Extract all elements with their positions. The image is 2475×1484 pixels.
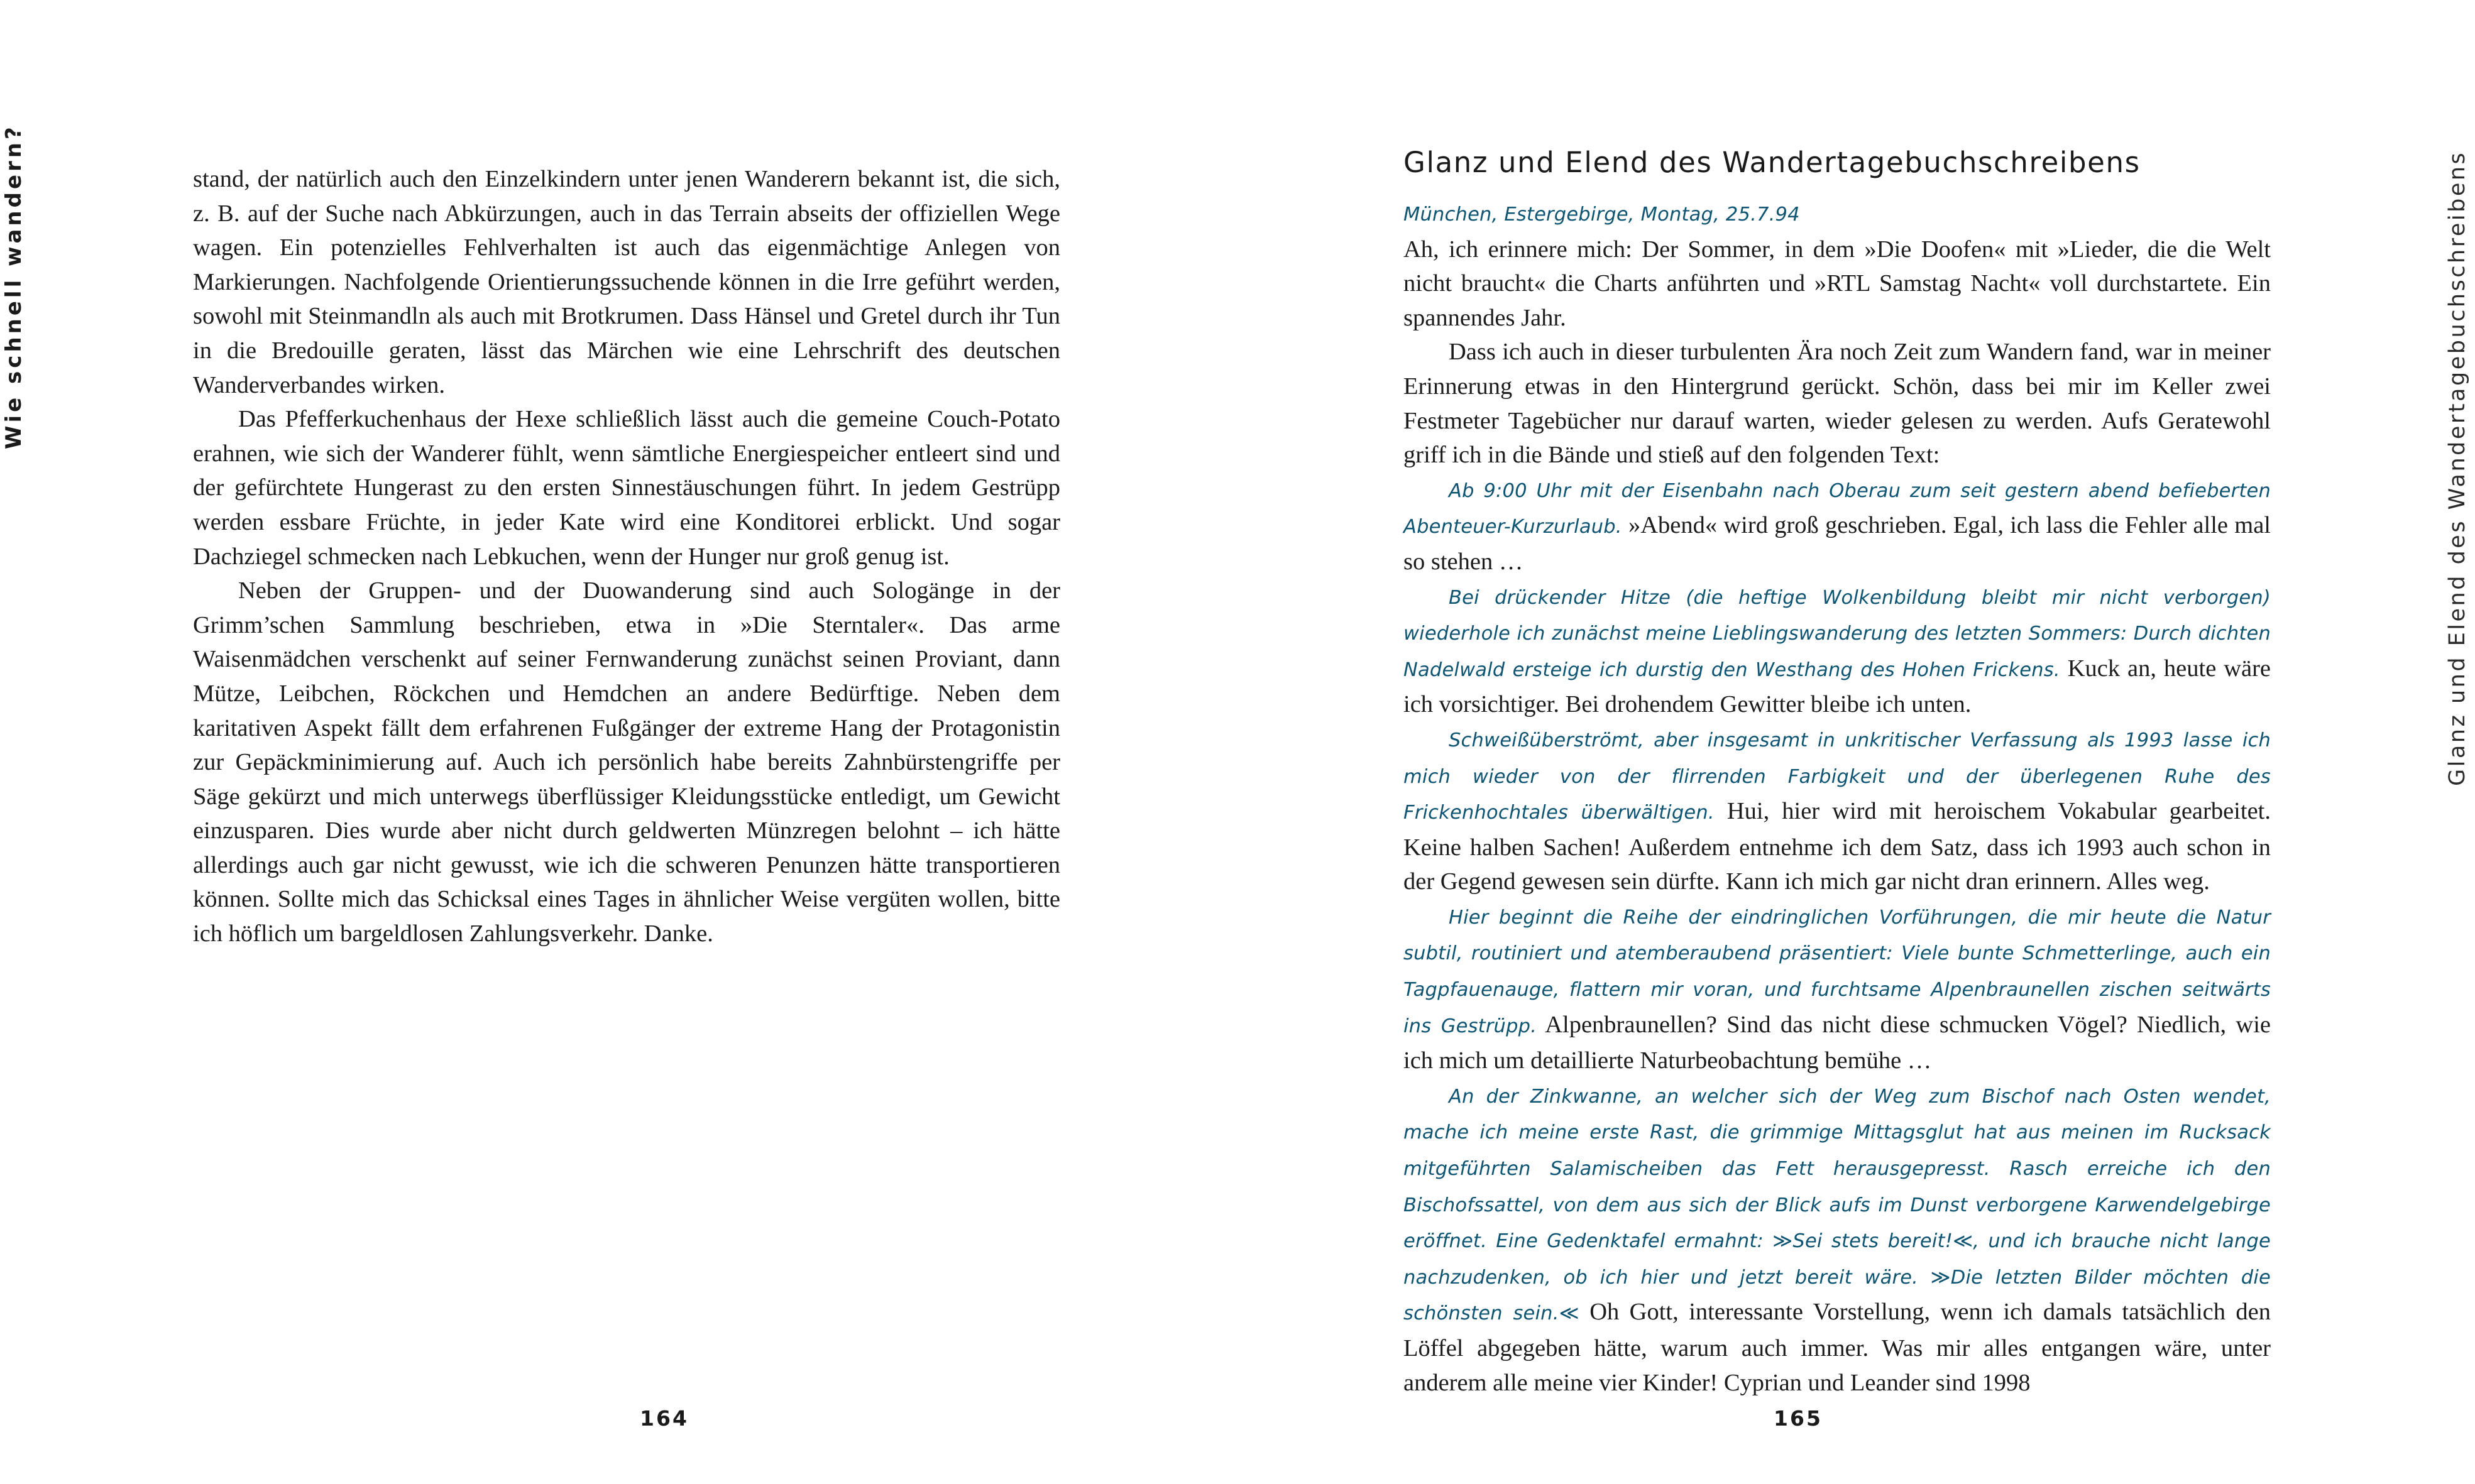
diary-quote: Bei drückender Hitze (die heftige Wolkenbildung bleibt mir nicht verborgen) wiederhole ich zunächst meine Lieblingswanderung des letzten Sommers: Durch dichten Nadelwald ersteige ich durstig den Westhang des Hohen Frickens. (1403, 586, 2271, 681)
paragraph: Dass ich auch in dieser turbulenten Ära noch Zeit zum Wandern fand, war in meiner Erinnerung etwas in den Hintergrund gerückt. Schön, dass bei mir im Keller zwei Festmeter Tagebücher nur darauf warten, wieder gelesen zu werden. Aufs Geratewohl griff ich in die Bände und stieß auf den folgenden Text: (1403, 339, 2271, 469)
author-comment: Oh Gott, interessante Vorstellung, wenn ich damals tatsächlich den Löffel abgegeben hätte, warum auch immer. Was mir alles entgangen wäre, unter anderem alle meine vier Kinder! Cyprian und Leander sind 1998 (1403, 1299, 2271, 1396)
right-page (1224, 0, 2470, 1484)
paragraph: Das Pfefferkuchenhaus der Hexe schließlich lässt auch die gemeine Couch-Potato erahnen, wie sich der Wanderer fühlt, wenn sämtliche Energiespeicher entleert sind und der gefürchtete Hungerast zu den ersten Sinnestäuschungen führt. In jedem Gestrüpp werden essbare Früchte, in jeder Kate wird eine Konditorei erblickt. Und sogar Dachziegel schmecken nach Lebkuchen, wenn der Hunger nur groß genug ist. (193, 406, 1060, 570)
paragraph: stand, der natürlich auch den Einzelkindern unter jenen Wanderern bekannt ist, die sich, z. B. auf der Suche nach Abkürzungen, auch in das Terrain abseits der offiziellen Wege wagen. Ein potenzielles Fehlverhalten ist auch das eigenmächtige Anlegen von Markierungen. Nachfolgende Orientierungssuchende können in die Irre geführt werden, sowohl mit Steinmandln als auch mit Brotkrumen. Dass Hänsel und Gretel durch ihr Tun in die Bredouille geraten, lässt das Märchen wie eine Lehrschrift des deutschen Wanderverbandes wirken. (193, 166, 1060, 398)
diary-entry (1403, 579, 2271, 722)
diary-entry (1403, 472, 2271, 579)
diary-entry (1403, 1078, 2271, 1400)
diary-quote: Hier beginnt die Reihe der eindringlichen Vorführungen, die mir heute die Natur subtil, routiniert und atemberaubend präsentiert: Viele bunte Schmetterlinge, auch ein Tagpfauenauge, flattern mir voran, und furchtsame Alpenbraunellen zischen seitwärts ins Gestrüpp. (1403, 906, 2271, 1037)
diary-quote: Schweißüberströmt, aber insgesamt in unkritischer Verfassung als 1993 lasse ich mich wieder von der flirrenden Farbigkeit und der überlegenen Ruhe des Frickenhochtales überwältigen. (1403, 729, 2271, 824)
left-body-text (193, 162, 1060, 951)
author-comment: Hui, hier wird mit heroischem Vokabular gearbeitet. Keine halben Sachen! Außerdem entnehme ich dem Satz, dass ich 1993 auch schon in der Gegend gewesen sein dürfte. Kann ich mich gar nicht dran erinnern. Alles weg. (1403, 798, 2271, 895)
author-comment: Kuck an, heute wäre ich vorsichtiger. Bei drohendem Gewitter bleibe ich unten. (1403, 655, 2271, 718)
diary-dateline-text: München, Estergebirge, Montag, 25.7.94 (1403, 204, 1800, 226)
diary-quote: Ab 9:00 Uhr mit der Eisenbahn nach Oberau zum seit gestern abend befieberten Abenteuer-Kurzurlaub. (1403, 479, 2271, 538)
paragraph: Ah, ich erinnere mich: Der Sommer, in dem »Die Doofen« mit »Lieder, die die Welt nicht braucht« die Charts anführten und »RTL Samstag Nacht« voll durchstartete. Ein spannendes Jahr. (1403, 236, 2271, 331)
left-page (0, 0, 1224, 1484)
page-number-left: 164 (640, 1406, 689, 1431)
running-head-left: Wie schnell wandern? (1, 124, 26, 449)
diary-quote: An der Zinkwanne, an welcher sich der Weg zum Bischof nach Osten wendet, mache ich meine erste Rast, die grimmige Mittagsglut hat aus meinen im Rucksack mitgeführten Salamischeiben das Fett herausgepresst. Rasch erreiche ich den Bischofssattel, von dem aus sich der Blick aufs im Dunst verborgene Karwendelgebirge eröffnet. Eine Gedenktafel ermahnt: ≫Sei stets bereit!≪, und ich brauche nicht lange nachzudenken, ob ich hier und jetzt bereit wäre. ≫Die letzten Bilder möchten die schönsten sein.≪ (1403, 1085, 2271, 1325)
diary-entry (1403, 899, 2271, 1078)
chapter-heading: Glanz und Elend des Wandertagebuchschreibens (1403, 146, 2141, 179)
author-comment: Alpenbraunellen? Sind das nicht diese schmucken Vögel? Niedlich, wie ich mich um detaillierte Naturbeobachtung bemühe … (1403, 1011, 2271, 1074)
page-number-right: 165 (1774, 1406, 1823, 1431)
diary-dateline (1403, 196, 2271, 232)
author-comment: »Abend« wird groß geschrieben. Egal, ich lass die Fehler alle mal so stehen … (1403, 512, 2271, 575)
right-body-text (1403, 196, 2271, 1400)
running-head-right: Glanz und Elend des Wandertagebuchschreibens (2445, 150, 2470, 786)
paragraph: Neben der Gruppen- und der Duowanderung sind auch Sologänge in der Grimm’schen Sammlung beschrieben, etwa in »Die Sterntaler«. Das arme Waisenmädchen verschenkt auf seiner Fernwanderung zunächst seinen Proviant, dann Mütze, Leibchen, Röckchen und Hemdchen an andere Bedürftige. Neben dem karitativen Aspekt fällt dem erfahrenen Fußgänger der extreme Hang der Protagonistin zur Gepäckminimierung auf. Auch ich persönlich habe bereits Zahnbürstengriffe per Säge gekürzt und mich unterwegs überflüssiger Kleidungsstücke entledigt, um Gewicht einzusparen. Dies wurde aber nicht durch geldwerten Münzregen belohnt – ich hätte allerdings auch gar nicht gewusst, wie ich die schweren Penunzen hätte transportieren können. Sollte mich das Schicksal eines Tages in ähnlicher Weise vergüten wollen, bitte ich höflich um bargeldlosen Zahlungsverkehr. Danke. (193, 577, 1060, 947)
diary-entry (1403, 722, 2271, 899)
